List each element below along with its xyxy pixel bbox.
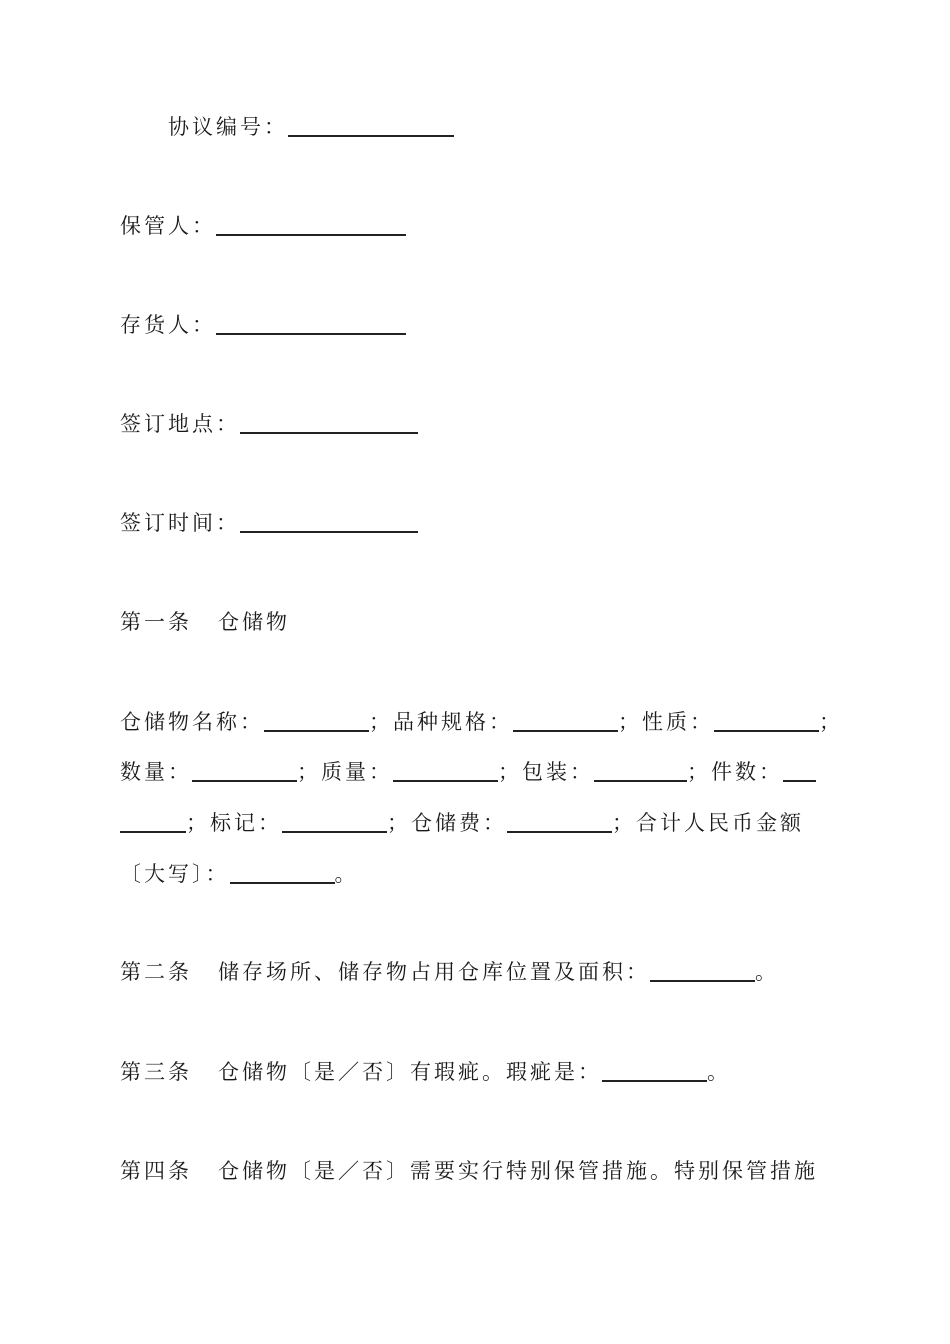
nature-blank[interactable]	[714, 730, 819, 732]
packing-blank[interactable]	[594, 780, 687, 782]
goods-name-blank[interactable]	[264, 730, 369, 732]
depositor-blank[interactable]	[216, 333, 406, 335]
fee-blank[interactable]	[507, 831, 612, 833]
article4-line	[120, 1161, 818, 1182]
article1-title: 仓储物	[218, 610, 290, 634]
agreement-number-blank[interactable]	[288, 135, 454, 137]
agreement-number-label: 协议编号：	[168, 115, 288, 139]
article2-text: 储存场所、储存物占用仓库位置及面积：	[218, 960, 650, 984]
article4-number: 第四条	[120, 1159, 192, 1183]
signing-place-line	[120, 414, 418, 435]
article1-heading	[120, 612, 290, 633]
article1-row-1	[120, 712, 843, 733]
mark-blank[interactable]	[282, 831, 387, 833]
goods-name-label: 仓储物名称：	[120, 710, 264, 734]
spec-blank[interactable]	[513, 730, 618, 732]
pieces-blank-end[interactable]	[120, 831, 186, 833]
article1-row-2	[120, 762, 816, 783]
agreement-number-line	[168, 117, 454, 138]
capital-amount-label: 〔大写〕：	[120, 862, 230, 886]
signing-time-blank[interactable]	[240, 531, 418, 533]
pieces-blank-start[interactable]	[783, 780, 816, 782]
total-label: ；合计人民币金额	[612, 811, 804, 835]
pieces-label: ；件数：	[687, 760, 783, 784]
article1-row-3	[120, 813, 804, 834]
depositor-line	[120, 315, 406, 336]
article4-text: 仓储物〔是／否〕需要实行特别保管措施。特别保管措施	[218, 1159, 818, 1183]
custodian-line	[120, 216, 406, 237]
signing-place-blank[interactable]	[240, 432, 418, 434]
fee-label: ；仓储费：	[387, 811, 507, 835]
mark-label: ；标记：	[186, 811, 282, 835]
defect-blank[interactable]	[602, 1080, 707, 1082]
signing-time-line	[120, 513, 418, 534]
quality-blank[interactable]	[393, 780, 498, 782]
article2-line	[120, 962, 779, 983]
signing-time-label: 签订时间：	[120, 511, 240, 535]
quantity-blank[interactable]	[192, 780, 297, 782]
article3-end: 。	[707, 1060, 731, 1084]
nature-label: ；性质：	[618, 710, 714, 734]
storage-location-blank[interactable]	[650, 980, 755, 982]
article1-end: 。	[334, 862, 359, 886]
article2-end: 。	[755, 960, 779, 984]
spec-label: ；品种规格：	[369, 710, 513, 734]
article1-number: 第一条	[120, 610, 192, 634]
quantity-label: 数量：	[120, 760, 192, 784]
article1-row-4	[120, 864, 359, 885]
packing-label: ；包装：	[498, 760, 594, 784]
article3-text: 仓储物〔是／否〕有瑕疵。瑕疵是：	[218, 1060, 602, 1084]
article3-number: 第三条	[120, 1060, 192, 1084]
row1-semicolon: ；	[819, 710, 843, 734]
custodian-blank[interactable]	[216, 234, 406, 236]
depositor-label: 存货人：	[120, 313, 216, 337]
custodian-label: 保管人：	[120, 214, 216, 238]
article2-number: 第二条	[120, 960, 192, 984]
signing-place-label: 签订地点：	[120, 412, 240, 436]
capital-amount-blank[interactable]	[230, 882, 335, 884]
quality-label: ；质量：	[297, 760, 393, 784]
article3-line	[120, 1062, 731, 1083]
